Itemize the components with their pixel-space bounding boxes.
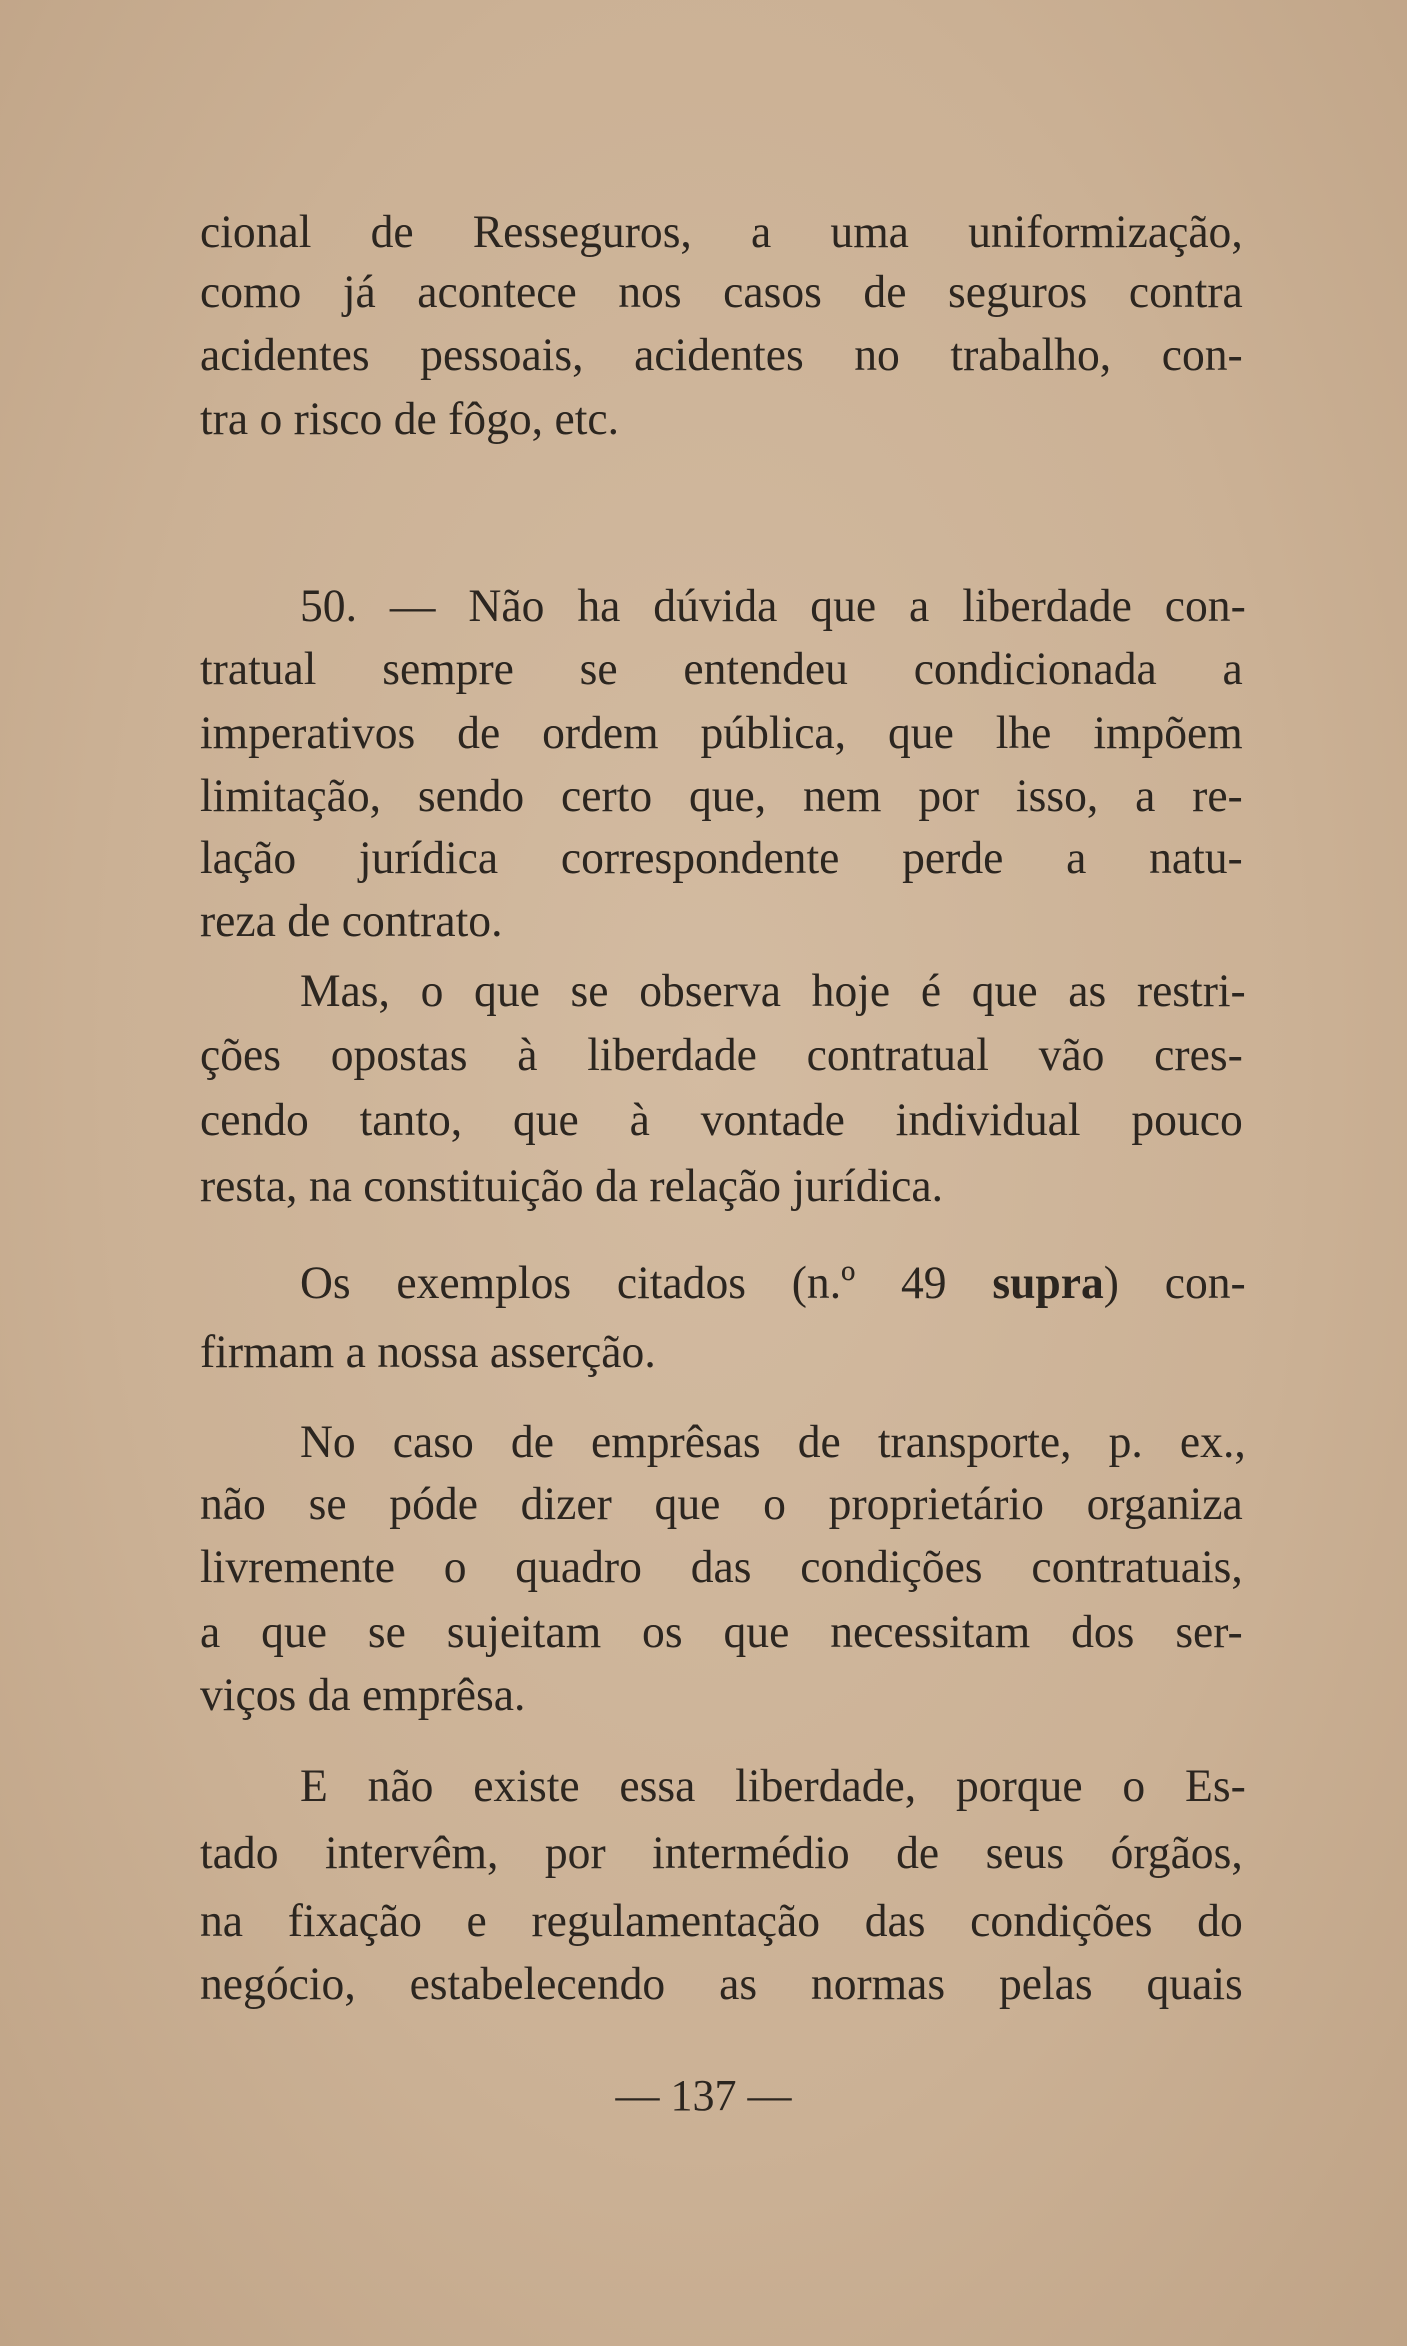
text-line: 50. — Não ha dúvida que a liberdade con- bbox=[300, 580, 1246, 632]
text-line: tra o risco de fôgo, etc. bbox=[200, 393, 620, 445]
text-line: tratual sempre se entendeu condicionada a bbox=[200, 643, 1243, 695]
text-line: como já acontece nos casos de seguros contra bbox=[200, 266, 1243, 318]
text-line: cional de Resseguros, a uma uniformização, bbox=[200, 206, 1243, 258]
text-line: ções opostas à liberdade contratual vão cres- bbox=[200, 1029, 1243, 1081]
text-line: Mas, o que se observa hoje é que as restri- bbox=[300, 965, 1246, 1017]
text-line: negócio, estabelecendo as normas pelas quais bbox=[200, 1958, 1243, 2010]
text-line: não se póde dizer que o proprietário organiza bbox=[200, 1478, 1243, 1530]
text-span: Os exemplos citados (n.º 49 bbox=[300, 1257, 993, 1309]
text-line: limitação, sendo certo que, nem por isso, a re- bbox=[200, 770, 1243, 822]
text-line: E não existe essa liberdade, porque o Es- bbox=[300, 1760, 1246, 1812]
text-span: ) con- bbox=[1103, 1257, 1246, 1309]
text-line: firmam a nossa asserção. bbox=[200, 1326, 656, 1378]
text-line: a que se sujeitam os que necessitam dos ser- bbox=[200, 1606, 1243, 1658]
text-line: livremente o quadro das condições contratuais, bbox=[200, 1541, 1243, 1593]
text-line: cendo tanto, que à vontade individual pouco bbox=[200, 1094, 1243, 1146]
text-line: reza de contrato. bbox=[200, 895, 503, 947]
text-line: acidentes pessoais, acidentes no trabalho, con- bbox=[200, 329, 1243, 381]
page-number: — 137 — bbox=[615, 2071, 792, 2120]
text-line: na fixação e regulamentação das condições do bbox=[200, 1895, 1243, 1947]
text-line: viços da emprêsa. bbox=[200, 1669, 526, 1721]
bold-reference: supra bbox=[992, 1257, 1104, 1309]
text-line: No caso de emprêsas de transporte, p. ex., bbox=[300, 1416, 1246, 1468]
text-line: lação jurídica correspondente perde a natu- bbox=[200, 832, 1243, 884]
text-line bbox=[300, 1253, 1246, 1313]
text-line: tado intervêm, por intermédio de seus órgãos, bbox=[200, 1827, 1243, 1879]
text-line: resta, na constituição da relação jurídica. bbox=[200, 1160, 944, 1212]
text-line: imperativos de ordem pública, que lhe impõem bbox=[200, 707, 1243, 759]
